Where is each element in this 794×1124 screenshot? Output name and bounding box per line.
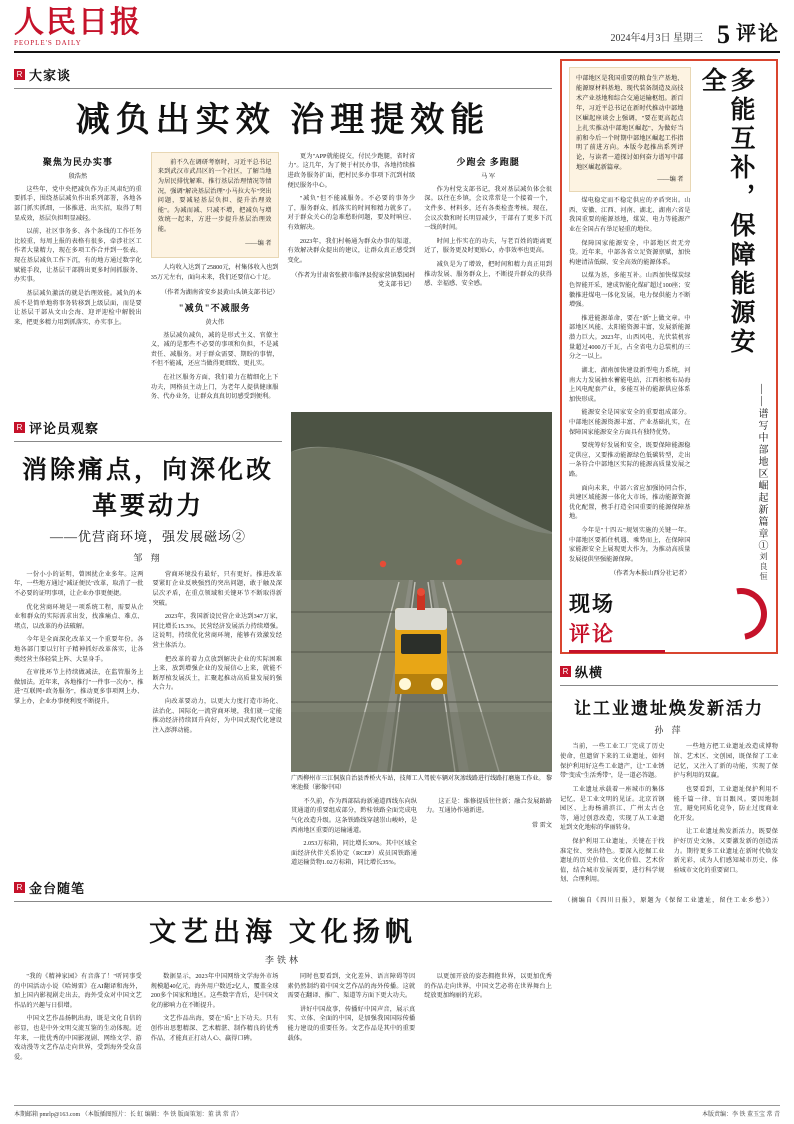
sub-article-title: "减负"不减服务 [178,302,251,313]
paragraph: 同时也要看到，文化差异、语言障碍等因素仍然制约着中国文艺作品的海外传播。这就需要在翻译、推广、渠道等方面下更大功夫。 [287,973,416,1000]
flag-pinglunyuan [14,418,282,437]
paragraph: 数据显示，2023年中国网络文学海外市场规模超40亿元，海外用户数近2亿人，覆盖全球200多个国家和地区。这些数字背后，是中国文化的影响力在不断提升。 [150,973,279,1009]
railway-photo [291,412,552,772]
wenyi-col-2 [151,972,279,1066]
paragraph: 让工业遗址焕发新活力，既要保护好历史文脉，又要激发新的创造活力。期待更多工业遗址在新时代焕发新光彩，成为人们感知城市历史、体验城市文化的重要窗口。 [673,828,778,874]
lead-sub-title: 聚焦为民办实事 [42,156,113,167]
stamp-line-2: 评论 [569,622,615,647]
flag-marker-icon: R [560,666,571,677]
paragraph: 2023年，我们村畅通为群众办事的渠道，有效解决群众提出的建议，让群众真正感受到变化。 [287,237,416,264]
flag-marker-icon: R [14,422,25,433]
paragraph: 这些年，党中央把减负作为正风肃纪的重要抓手，围绕基层减负作出系列部署，各地各部门抓实抓细，一体推进、出实招，取得了明显成效，基层负担明显减轻。 [14,185,142,222]
paragraph: 优化营商环境是一项系统工程，需要从企业和群众的实际需求出发，找准痛点、难点、堵点，以改革的办法破解。 [14,603,144,630]
wenyi-headline: 文艺出海 文化扬帆 [149,917,417,948]
masthead [14,0,780,53]
sub-article-title: 少跑会 多跑腿 [456,156,520,167]
zongheng-byline: 孙 萍 [654,725,684,736]
observer-headline: 消除痛点，向深化改革要动力 [21,456,274,520]
paragraph: 工业遗址承载着一座城市的集体记忆，是工业文明的见证。北京首钢园区、上海杨浦滨江、广州太古仓等，通过创意改造，实现了从工业遗址到文化地标的华丽转身。 [560,785,665,832]
paragraph: 时间上作实在的功夫，与老百姓的距离更近了，服务更及时更贴心，办事效率也更高。 [424,237,552,255]
paragraph: 一些地方把工业遗址改造成博物馆、艺术区、文创园，既保留了工业记忆，又注入了新的功能，实现了保护与利用的双赢。 [673,743,778,780]
paragraph: 保障国家能源安全，中部地区责无旁贷。近年来，中部各省立足资源禀赋，加快构建清洁低碳、安全高效的能源体系。 [569,239,691,266]
paragraph: 讲好中国故事，传播好中国声音，展示真实、立体、全面的中国，是加强我国国际传播能力建设的重要任务。文艺作品是其中的重要载体。 [287,1005,416,1042]
paragraph: 今年是全面深化改革又一个重要年份。各地各部门要以钉钉子精神抓好改革落实，让各类经营主体轻装上阵、大显身手。 [14,636,144,663]
paragraph: 作为村党支部书记，我对基层减负体会很深。以往在乡镇，会议常常是一个接着一个，文件多、材料多，还有各类检查考核。现在，会议次数和时长明显减少，干部有了更多下沉一线的时间。 [424,185,552,232]
quote-sign: ——编 者 [245,239,272,247]
logo-text: 人民日报 [14,6,142,39]
photo-below-columns [291,797,552,872]
flag-dajiatan [14,65,552,84]
wenyi-col-1 [14,972,142,1066]
paragraph: 在审批环节上持续做减法，在监管服务上做加法。近年来，各地推行"一件事一次办"、推进"互联网+政务服务"，推动更多事项网上办、掌上办，企业办事便利度不断提升。 [14,669,144,706]
photo-block [291,412,552,872]
observer-col-2 [153,570,283,740]
left-column-group [14,59,552,1067]
page-number: 5 [717,19,730,49]
flag-zongheng [560,662,778,681]
publication-date: 2024年4月3日 星期三 [610,33,703,44]
paragraph: 面向未来，中部六省应加强协同合作，共建区域能源一体化大市场，推动能源资源优化配置，携手打造全国重要的能源保障基地。 [569,484,691,521]
sub-article-byline: 黄大伟 [205,318,224,326]
feature-subhead: ——谱写中部地区崛起新篇章① [756,384,767,553]
paragraph: 2.053万标箱，同比增长30%。其中区域全面经济伙伴关系协定（RCEP）成员国铁路通道运输货物1.02万标箱，同比增长35%。 [291,840,417,867]
flag-marker-icon: R [14,882,25,893]
observer-and-photo [14,412,552,872]
divider [14,441,282,442]
paragraph: 一份小小的证明，曾困扰企业多年。这两年，一些地方通过"减证便民"改革，取消了一批不必要的证明事项，让企业办事更便捷。 [14,570,144,597]
wenyi-col-3 [288,972,416,1066]
paragraph: 2023年，我国新设民营企业达到347万家，同比增长15.3%，民营经济发展活力持续增强。这说明，持续优化营商环境，能够有效激发经营主体活力。 [152,613,282,650]
page-body [14,53,780,1067]
editor-quote-box [151,152,279,258]
paragraph: 营商环境没有最好，只有更好。推进改革要紧盯企业反映强烈的突出问题，敢于触及深层次矛盾，在重点领域和关键环节不断取得新突破。 [152,570,282,607]
paragraph: 要统筹好发展和安全，既要保障能源稳定供应，又要推动能源绿色低碳转型，走出一条符合中部地区实际的能源高质量发展之路。 [569,442,691,478]
stamp-bar [569,650,665,653]
lead-col-2 [151,152,279,406]
paragraph: 基层减负减负，减的是形式主义、官僚主义，减的是那些不必要的事项和负担，不是减责任、减服务。对于群众需要、期盼的事情，不但不能减，还应当做得更细致、更扎实。 [150,331,279,368]
paragraph: 当前，一些工业工厂完成了历史使命，但遗留下来的工业遗址，如何保护利用好这些工业遗产，让"工业锈带"变成"生活秀带"，是一道必答题。 [560,743,665,780]
observer-col-1 [14,570,144,740]
feature-author: 刘良恒 [759,552,768,583]
feature-headline: 多能互补，保障能源安全 [698,67,754,357]
wenyi-col-4 [424,972,552,1066]
paragraph: 以更加开放的姿态拥抱世界，以更加优秀的作品走向世界，中国文艺必将在世界舞台上绽放更加绚丽的光彩。 [424,973,552,1000]
wenyi-byline: 李铁林 [264,955,301,966]
lead-col-4 [424,152,552,406]
flag-label: 纵横 [575,665,604,681]
paragraph: 也要看到，工业遗址保护利用不能千篇一律、盲目跟风。要因地制宜，避免同质化竞争，防止过度商业化开发。 [673,785,778,822]
paragraph: "减负"但不能减服务。不必要的事务少了，服务群众、抓落实的时间和精力就多了。对于群众关心的急难愁盼问题，要及时响应、有效解决。 [287,195,416,232]
paragraph: 向改革要动力，以更大力度打造市场化、法治化、国际化一流营商环境，我们就一定能推动经济持续回升向好，为中国式现代化建设注入澎湃动能。 [152,698,282,734]
paragraph: 更为"APP就能提交，付民少跑腿，省时省力"。这几年，为了便于村民办事，各地持续推进政务服务扩面，把村民多办事项下沉到村级便民服务中心。 [287,152,416,189]
paragraph: 不久前，作为西部陆海新通道西线东向纵贯通道的重要组成部分，黔桂铁路全面完成电气化改造升级。这条铁路线穿越崇山峻岭，是西南地区重要的运输通道。 [291,797,417,834]
quote-text: 前不久在调研考察时，习近平总书记来到武汉市武昌区的一个社区，了解当地为居民排忧解难、推行基层治理情况等情况，强调"解决基层治理"小马拉大车"突出问题，要减轻基层负担、提升治理效能"。为减而减、只减不增，把减负与增效统一起来，方进一步提升基层治理效能。 [157,158,272,234]
paragraph: 保护利用工业遗址，关键在于找准定位、突出特色。要深入挖掘工业遗址的历史价值、文化价值、艺术价值，结合城市发展需要，进行科学规划、合理利用。 [560,837,665,884]
zongheng-columns [560,742,778,889]
zongheng-col-2 [674,742,779,889]
article-sign: （作者为甘肃省张掖市临泽县倪家营镇梨园村党支部书记） [291,271,416,288]
section-name: 评论 [736,23,780,45]
paragraph: 能源安全是国家安全的重要组成部分。中部地区能源资源丰富、产业基础扎实，在保障国家能源安全方面具有独特优势。 [569,409,691,436]
lead-columns [14,152,552,406]
logo-subtext: PEOPLE'S DAILY [14,39,82,47]
flag-marker-icon: R [14,69,25,80]
page-marker [717,17,780,47]
page-footer [14,1105,780,1118]
article-sign: （作者为湖南省安乡县黄山头镇支部书记） [160,288,279,296]
paragraph: 推进能源革命，要在"新"上做文章。中部地区风能、太阳能资源丰富，发展新能源潜力巨大。2023年，山西风电、光伏装机容量超过4000万千瓦，占全省电力总装机的三分之一以上。 [569,314,691,361]
stamp-line-1: 现场 [569,592,615,617]
paragraph: "我的《精神家园》有音落了！"听同事受的中国活动小说《哈姆雷》在AI翻译和海外，加上国内影视剧走出去，海外受众对中国文艺作品的兴趣与日俱增。 [14,973,142,1009]
lead-col-1 [14,152,142,406]
feature-sign: （作者为本报山西分社记者） [610,570,691,578]
paragraph: 基层减负激活的就是治理效能。减负的本质不是简单地将事务转移到上级层面，而是要让基层干部从文山会海、迎评迎检中解脱出来，把更多精力用到抓落实、办实事上。 [14,289,142,326]
observer-subhead: ——优营商环境，强发展磁场② [49,528,246,544]
divider [14,901,552,902]
newspaper-logo [14,8,142,47]
xianchang-stamp [569,588,769,647]
photo-caption [291,775,552,793]
feature-abstract-wrap [569,67,691,582]
feature-title-group [569,67,769,582]
footer-editors: 本版责编：李 铁 董玉宝 常 青 [701,1112,780,1118]
photo-below-col-2 [426,797,552,872]
divider [14,88,552,89]
article-sign: 常 雷文 [531,821,552,829]
wenyi-columns [14,972,552,1066]
paragraph: 煤电稳定而不稳定供应的矛盾突出。山西、安徽、江西、河南、湖北、湖南六省是我国重要的能源基地，煤炭、电力等能源产业在全国占有举足轻重的地位。 [569,197,691,233]
abstract-text: 中部地区是我国重要的粮食生产基地、能源原材料基地、现代装备制造及高技术产业基地和综合交通运输枢纽。新百年，习近平总书记在新时代推动中部地区崛起座谈会上强调，"要在更高起点上扎实推动中部地区崛起"，为做好当前和今后一个时期中部地区崛起工作指明了前进方向。本版今起推出系列评论，与读者一道探讨如何奋力谱写中部地区崛起新篇章。 [576,75,684,172]
flag-jintai [14,878,552,897]
right-column-group [560,59,778,1067]
sub-article-byline: 马 军 [481,172,496,180]
feature-abstract [569,67,691,192]
paragraph: 减负是为了增效，把时间和精力真正用到推动发展、服务群众上，不断提升群众的获得感、幸福感、安全感。 [424,261,552,288]
footer-email: 本期邮箱 pmrlp@163.com （本版插图照片：长 虹 编辑：李 铁 版面策划：董 洪 常 青） [14,1112,243,1118]
zongheng-sign: （摘编自《四川日报》，原题为《保留工业遗址，留住工业乡愁》） [564,897,774,904]
paragraph: 中国文艺作品扬帆出海，既是文化自信的彰显，也是中外文明交流互鉴的生动体现。近年来，一批优秀的中国影视剧、网络文学、游戏动漫等文艺作品走向世界，受到海外受众喜爱。 [14,1015,142,1061]
divider [560,685,778,686]
caption-credit: 黎寒池摄（影像中国） [291,775,552,791]
paragraph: 以前，社区事务多、各个条线的工作任务比较重，每周上报的表格有很多，牵涉社区工作者大量精力，现在多项工作合并到一张表。现在基层减负工作下沉，有的地方通过数字化赋能手段，让基层干部腾出更多时间抓服务、办实事。 [14,228,142,284]
lead-sub-byline: 殷浩然 [68,172,88,180]
feature-box [560,59,778,654]
paragraph: 湖北、湖南加快建设新型电力系统，河南大力发展抽水蓄能电站，江西积极布局海上风电配套产业，多能互补的能源供应体系加快形成。 [569,366,691,403]
caption-text: 广西柳州市三江侗族自治县香桥火车站，技师工人驾驶车辆对灰渗线路进行线路打磨施工作业。 [291,775,545,782]
zongheng-headline: 让工业遗址焕发新活力 [574,699,764,719]
paragraph: 以煤为基，多能互补。山西加快煤炭绿色智能开采，建成智能化煤矿超过100座；安徽推进煤电一体化发展，电力保供能力不断增强。 [569,272,691,309]
lead-headline: 减负出实效 治理提效能 [75,102,491,139]
observer-block [14,412,282,872]
observer-columns [14,570,282,740]
flag-label: 金台随笔 [29,881,86,897]
flag-label: 评论员观察 [29,420,100,436]
abstract-sign: ——编 者 [657,176,684,184]
paragraph: 这正是：维修提质往往新；融合发展路路力。互通协作通新进。 [426,797,552,815]
flag-label: 大家谈 [29,68,72,83]
photo-below-col-1 [291,797,417,872]
zongheng-col-1 [560,742,665,889]
paragraph: 在社区服务方面，我们着力在精细化上下功夫，网格员主动上门，为老年人提供健康服务、代办业务，让群众真真切切感受到便利。 [150,373,279,401]
feature-vertical-titles [697,67,770,582]
lead-col-3 [288,152,416,406]
photo-illustration-icon [291,412,552,772]
paragraph: 人均收入达到了25800元，村集体收入也到35万元左右，面向未来，我们还要信心十足。 [150,264,279,281]
paragraph: 把改革的着力点放到解决企业的实际困难上来，放到增强企业的发展信心上来，就能不断厚植发展沃土，汇聚起推动高质量发展的强大合力。 [152,655,282,692]
observer-byline: 邹 翔 [133,552,163,563]
paragraph: 今年是"十四五"规划实施的关键一年。中部地区要抓住机遇、乘势而上，在保障国家能源安全上展现更大作为，为推动高质量发展提供坚强能源保障。 [569,527,691,563]
paragraph: 文艺作品出海，要在"质"上下功夫。只有创作出思想精深、艺术精湛、制作精良的优秀作品，才能真正打动人心、赢得口碑。 [150,1015,279,1042]
